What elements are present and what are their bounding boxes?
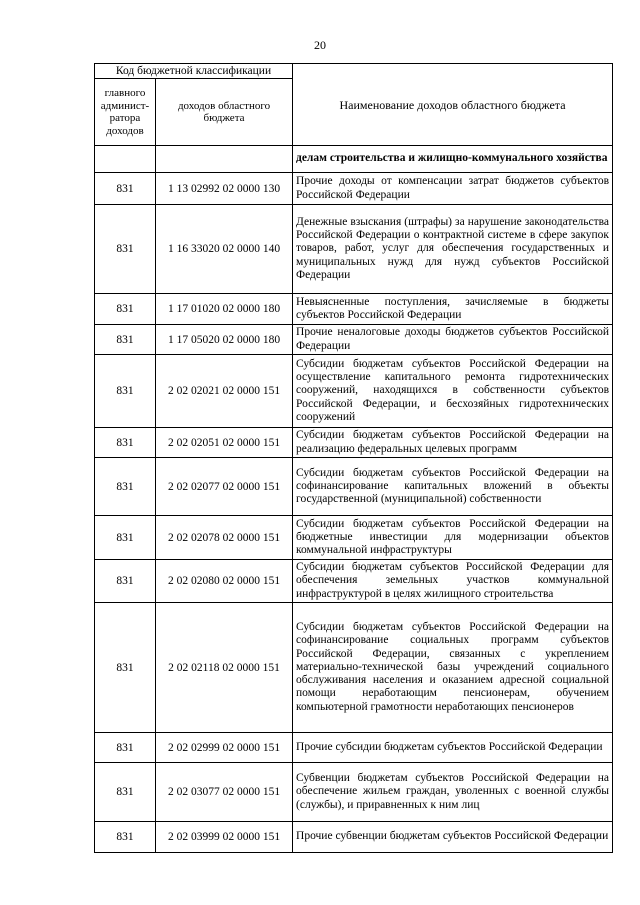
income-name: Прочие субвенции бюджетам субъектов Российской Федерации: [293, 822, 613, 853]
table-row: [95, 173, 613, 205]
income-code: 2 02 02051 02 0000 151: [156, 428, 293, 458]
income-name: Денежные взыскания (штрафы) за нарушение законодательства Российской Федерации о контрактной системе в сфере закупок товаров, работ, услуг для обеспечения государственных и муниципальных нужд для нужд субъектов Российской Федерации: [293, 205, 613, 294]
income-name: Субвенции бюджетам субъектов Российской Федерации на обеспечение жильем граждан, уволенных с военной службы (службы), и приравненных к ним лиц: [293, 763, 613, 822]
admin-code: 831: [95, 603, 156, 733]
income-code: 2 02 02118 02 0000 151: [156, 603, 293, 733]
table-row: [95, 733, 613, 763]
continuation-text: делам строительства и жилищно-коммунального хозяйства: [293, 146, 613, 173]
admin-code: 831: [95, 458, 156, 516]
income-name: Прочие доходы от компенсации затрат бюджетов субъектов Российской Федерации: [293, 173, 613, 205]
table-row: [95, 458, 613, 516]
income-code: 1 13 02992 02 0000 130: [156, 173, 293, 205]
income-code: 2 02 02999 02 0000 151: [156, 733, 293, 763]
budget-classification-table: [94, 63, 613, 853]
admin-code: 831: [95, 763, 156, 822]
table-row: [95, 205, 613, 294]
admin-code: 831: [95, 325, 156, 355]
page-number: 20: [314, 38, 326, 52]
income-code: 2 02 02080 02 0000 151: [156, 560, 293, 603]
table-row: [95, 325, 613, 355]
table-row: [95, 560, 613, 603]
header-name: Наименование доходов областного бюджета: [293, 64, 613, 146]
continuation-row: [95, 146, 613, 173]
income-code: 2 02 02077 02 0000 151: [156, 458, 293, 516]
income-code: 1 16 33020 02 0000 140: [156, 205, 293, 294]
income-name: Прочие субсидии бюджетам субъектов Российской Федерации: [293, 733, 613, 763]
admin-code: 831: [95, 355, 156, 428]
income-code: 2 02 02021 02 0000 151: [156, 355, 293, 428]
income-name: Субсидии бюджетам субъектов Российской Федерации на софинансирование социальных программ субъектов Российской Федерации, связанных с укреплением материально-технической базы учреждений социального обслуживания населения и оказанием адресной социальной помощи неработающим пенсионерам, обучением компьютерной грамотности неработающих пенсионеров: [293, 603, 613, 733]
income-code: 2 02 03077 02 0000 151: [156, 763, 293, 822]
income-code: 1 17 05020 02 0000 180: [156, 325, 293, 355]
income-code: 2 02 02078 02 0000 151: [156, 516, 293, 560]
income-code: 1 17 01020 02 0000 180: [156, 294, 293, 325]
table-row: [95, 822, 613, 853]
admin-code: 831: [95, 733, 156, 763]
table-row: [95, 294, 613, 325]
table-row: [95, 763, 613, 822]
income-code: 2 02 03999 02 0000 151: [156, 822, 293, 853]
header-code-group: Код бюджетной классификации: [95, 64, 293, 79]
income-name: Субсидии бюджетам субъектов Российской Федерации на осуществление капитального ремонта гидротехнических сооружений, находящихся в собственности субъектов Российской Федерации, и бесхозяйных гидротехнических сооружений: [293, 355, 613, 428]
admin-code: 831: [95, 205, 156, 294]
income-name: Субсидии бюджетам субъектов Российской Федерации на бюджетные инвестиции для модернизации объектов коммунальной инфраструктуры: [293, 516, 613, 560]
table-row: [95, 603, 613, 733]
income-name: Субсидии бюджетам субъектов Российской Федерации на софинансирование капитальных вложений в объекты государственной (муниципальной) собственности: [293, 458, 613, 516]
admin-code: 831: [95, 560, 156, 603]
table-row: [95, 428, 613, 458]
admin-code: 831: [95, 173, 156, 205]
admin-code: 831: [95, 516, 156, 560]
admin-code: 831: [95, 822, 156, 853]
income-name: Прочие неналоговые доходы бюджетов субъектов Российской Федерации: [293, 325, 613, 355]
table-row: [95, 516, 613, 560]
admin-code: 831: [95, 294, 156, 325]
income-name: Субсидии бюджетам субъектов Российской Федерации для обеспечения земельных участков коммунальной инфраструктурой в целях жилищного строительства: [293, 560, 613, 603]
income-name: Субсидии бюджетам субъектов Российской Федерации на реализацию федеральных целевых программ: [293, 428, 613, 458]
header-income-code: доходов областного бюджета: [156, 79, 293, 146]
header-admin: главного админист-ратора доходов: [95, 79, 156, 146]
income-name: Невыясненные поступления, зачисляемые в бюджеты субъектов Российской Федерации: [293, 294, 613, 325]
table-row: [95, 355, 613, 428]
admin-code: 831: [95, 428, 156, 458]
